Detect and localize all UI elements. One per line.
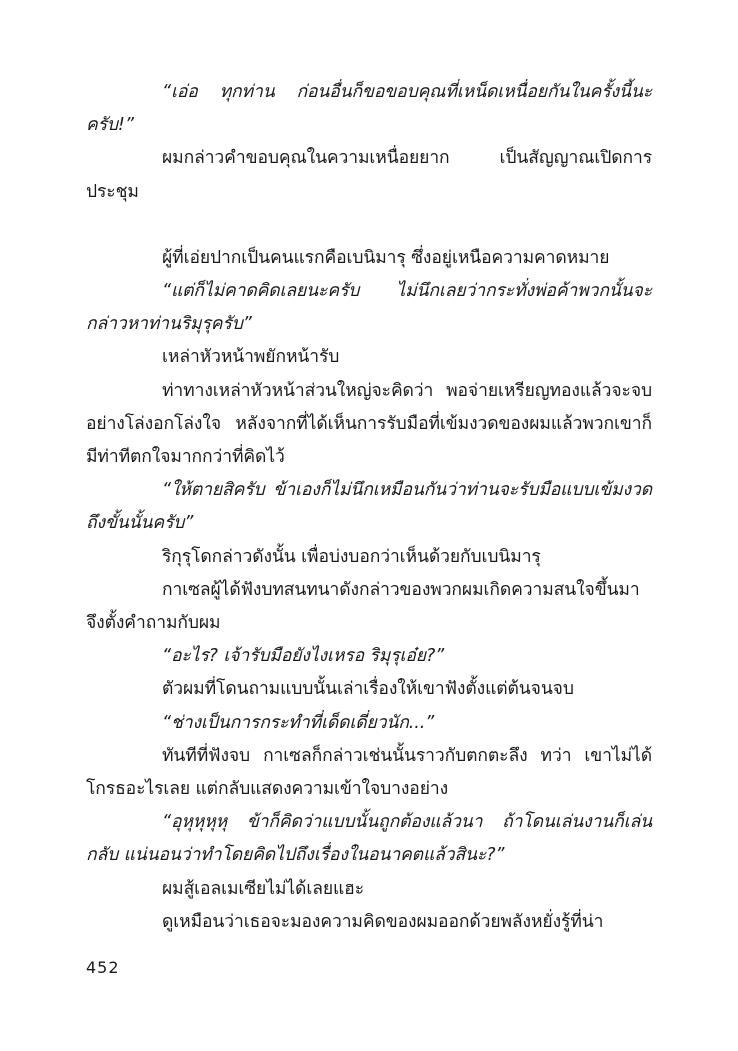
page-number: 452 [86,958,120,977]
paragraph-13: ทันทีที่ฟังจบ กาเซลก็กล่าวเช่นนั้นราวกับตกตะลึง ทว่า เขาไม่ได้โกรธอะไรเลย แต่กลับแสดงความเข้าใจบางอย่าง [86,745,652,800]
paragraph-14: “อุหุหุหุหุ ข้าก็คิดว่าแบบนั้นถูกต้องแล้วนา ถ้าโดนเล่นงานก็เล่นกลับ แน่นอนว่าทำโดยคิดไปถึงเรื่องในอนาคตแล้วสินะ?” [86,812,652,866]
paragraph-10: “อะไร? เจ้ารับมือยังไงเหรอ ริมุรุเอ๋ย?” [162,646,445,667]
paragraph-2: ผมกล่าวคำขอบคุณในความเหนื่อยยาก เป็นสัญญาณเปิดการประชุม [86,148,652,202]
paragraph-5: เหล่าหัวหน้าพยักหน้ารับ [162,347,340,368]
paragraph-16: ดูเหมือนว่าเธอจะมองความคิดของผมออกด้วยพลังหยั่งรู้ที่น่า [162,911,604,932]
page-body [86,76,652,939]
paragraph-9: กาเซลผู้ได้ฟังบทสนทนาดังกล่าวของพวกผมเกิดความสนใจขึ้นมาจึงตั้งคำถามกับผม [86,579,640,634]
paragraph-6: ท่าทางเหล่าหัวหน้าส่วนใหญ่จะคิดว่า พอจ่ายเหรียญทองแล้วจะจบอย่างโล่งอกโล่งใจ หลังจากที่ได้เห็นการรับมือที่เข้มงวดของผมแล้วพวกเขาก็มีท่าทีตกใจมากกว่าที่คิดไว้ [86,380,652,468]
paragraph-12: “ช่างเป็นการกระทำที่เด็ดเดี่ยวนัก...” [162,712,435,733]
paragraph-1: “เอ่อ ทุกท่าน ก่อนอื่นก็ขอขอบคุณที่เหน็ดเหนื่อยกันในครั้งนี้นะครับ!” [86,82,652,136]
paragraph-4: “แต่ก็ไม่คาดคิดเลยนะครับ ไม่นึกเลยว่ากระทั่งพ่อค้าพวกนั้นจะกล่าวหาท่านริมุรุครับ” [86,281,652,335]
paragraph-15: ผมสู้เอลเมเซียไม่ได้เลยแฮะ [162,878,365,899]
paragraph-7: “ให้ตายสิครับ ข้าเองก็ไม่นึกเหมือนกันว่าท่านจะรับมือแบบเข้มงวดถึงขั้นนั้นครับ” [86,480,652,534]
paragraph-3: ผู้ที่เอ่ยปากเป็นคนแรกคือเบนิมารุ ซึ่งอยู่เหนือความคาดหมาย [162,247,610,268]
paragraph-11: ตัวผมที่โดนถามแบบนั้นเล่าเรื่องให้เขาฟังตั้งแต่ต้นจนจบ [162,679,574,700]
paragraph-8: ริกุรุโดกล่าวดังนั้น เพื่อบ่งบอกว่าเห็นด้วยกับเบนิมารุ [162,546,541,567]
